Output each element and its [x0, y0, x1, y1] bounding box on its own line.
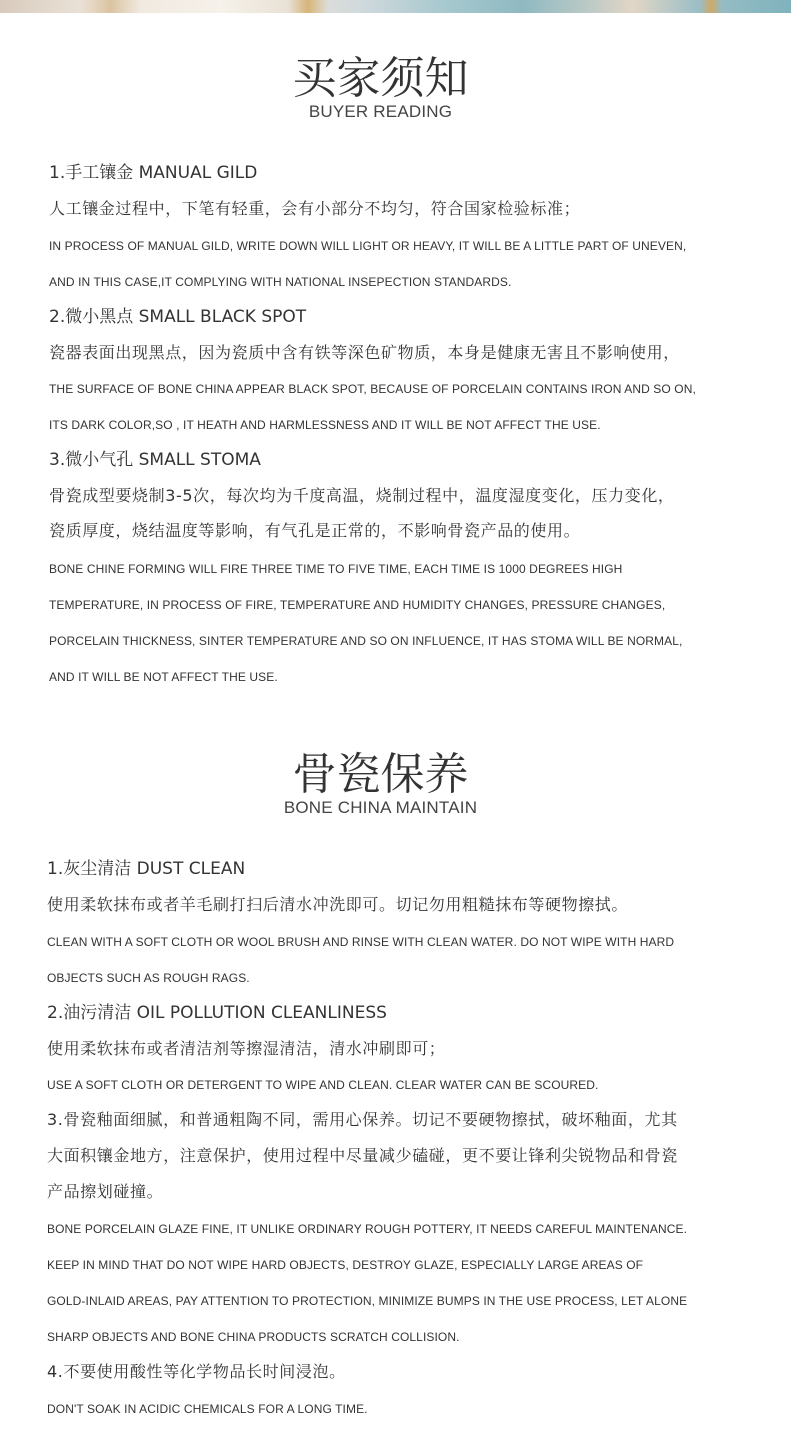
section-title-maintain-cn: 骨瓷保养: [292, 749, 469, 800]
top-product-photo-strip: [0, 0, 791, 13]
item-text-en: ITS DARK COLOR,SO , IT HEATH AND HARMLESSNESS AND IT WILL BE NOT AFFECT THE USE.: [49, 418, 601, 432]
item-text-en: AND IT WILL BE NOT AFFECT THE USE.: [49, 670, 278, 684]
item-text-en: GOLD-INLAID AREAS, PAY ATTENTION TO PROTECTION, MINIMIZE BUMPS IN THE USE PROCESS, LET ALONE: [47, 1294, 688, 1308]
item-text-en: THE SURFACE OF BONE CHINA APPEAR BLACK SPOT, BECAUSE OF PORCELAIN CONTAINS IRON AND SO ON,: [49, 382, 696, 396]
item-text-en: PORCELAIN THICKNESS, SINTER TEMPERATURE AND SO ON INFLUENCE, IT HAS STOMA WILL BE NORMAL,: [49, 634, 683, 648]
item-text-en: KEEP IN MIND THAT DO NOT WIPE HARD OBJECTS, DESTROY GLAZE, ESPECIALLY LARGE AREAS OF: [47, 1258, 644, 1272]
item-text-cn: 瓷器表面出现黑点，因为瓷质中含有铁等深色矿物质，本身是健康无害且不影响使用，: [49, 343, 680, 362]
item-text-en: IN PROCESS OF MANUAL GILD, WRITE DOWN WILL LIGHT OR HEAVY, IT WILL BE A LITTLE PART OF UNEVEN,: [49, 239, 687, 253]
item-text-cn: 大面积镶金地方，注意保护，使用过程中尽量减少磕碰，更不要让锋利尖锐物品和骨瓷: [47, 1146, 678, 1165]
item-text-cn: 骨瓷成型要烧制3-5次，每次均为千度高温，烧制过程中，温度湿度变化，压力变化，: [49, 486, 675, 505]
item-heading-dust-clean: 1.灰尘清洁 DUST CLEAN: [47, 859, 246, 879]
item-text-cn: 4.不要使用酸性等化学物品长时间浸泡。: [47, 1362, 346, 1381]
item-text-en: TEMPERATURE, IN PROCESS OF FIRE, TEMPERATURE AND HUMIDITY CHANGES, PRESSURE CHANGES,: [49, 598, 666, 612]
item-text-cn: 3.骨瓷釉面细腻，和普通粗陶不同，需用心保养。切记不要硬物擦拭，破坏釉面，尤其: [47, 1110, 678, 1129]
item-heading-oil-pollution: 2.油污清洁 OIL POLLUTION CLEANLINESS: [47, 1003, 387, 1023]
item-text-en: SHARP OBJECTS AND BONE CHINA PRODUCTS SCRATCH COLLISION.: [47, 1330, 460, 1344]
item-text-cn: 瓷质厚度，烧结温度等影响，有气孔是正常的，不影响骨瓷产品的使用。: [49, 521, 581, 540]
section-title-maintain-en: BONE CHINA MAINTAIN: [283, 798, 478, 817]
section-title-buyer-reading-en: BUYER READING: [308, 102, 453, 121]
item-text-en: AND IN THIS CASE,IT COMPLYING WITH NATIONAL INSEPECTION STANDARDS.: [49, 275, 512, 289]
item-text-en: USE A SOFT CLOTH OR DETERGENT TO WIPE AND CLEAN. CLEAR WATER CAN BE SCOURED.: [47, 1078, 599, 1092]
item-text-cn: 使用柔软抹布或者清洁剂等擦湿清洁，清水冲刷即可；: [47, 1039, 446, 1058]
item-text-cn: 使用柔软抹布或者羊毛刷打扫后清水冲洗即可。切记勿用粗糙抹布等硬物擦拭。: [47, 895, 629, 914]
item-text-cn: 人工镶金过程中，下笔有轻重，会有小部分不均匀，符合国家检验标准；: [49, 199, 581, 218]
item-heading-small-stoma: 3.微小气孔 SMALL STOMA: [49, 450, 261, 470]
item-text-en: BONE CHINE FORMING WILL FIRE THREE TIME TO FIVE TIME, EACH TIME IS 1000 DEGREES HIGH: [49, 562, 623, 576]
item-heading-small-black-spot: 2.微小黑点 SMALL BLACK SPOT: [49, 307, 307, 327]
item-text-en: OBJECTS SUCH AS ROUGH RAGS.: [47, 971, 250, 985]
item-text-cn: 产品擦划碰撞。: [47, 1182, 164, 1201]
item-text-en: BONE PORCELAIN GLAZE FINE, IT UNLIKE ORDINARY ROUGH POTTERY, IT NEEDS CAREFUL MAINTENANCE.: [47, 1222, 688, 1236]
item-text-en: DON'T SOAK IN ACIDIC CHEMICALS FOR A LONG TIME.: [47, 1402, 368, 1416]
section-title-buyer-reading-cn: 买家须知: [292, 53, 469, 104]
item-heading-manual-gild: 1.手工镶金 MANUAL GILD: [49, 163, 258, 183]
item-text-en: CLEAN WITH A SOFT CLOTH OR WOOL BRUSH AND RINSE WITH CLEAN WATER. DO NOT WIPE WITH HARD: [47, 935, 675, 949]
